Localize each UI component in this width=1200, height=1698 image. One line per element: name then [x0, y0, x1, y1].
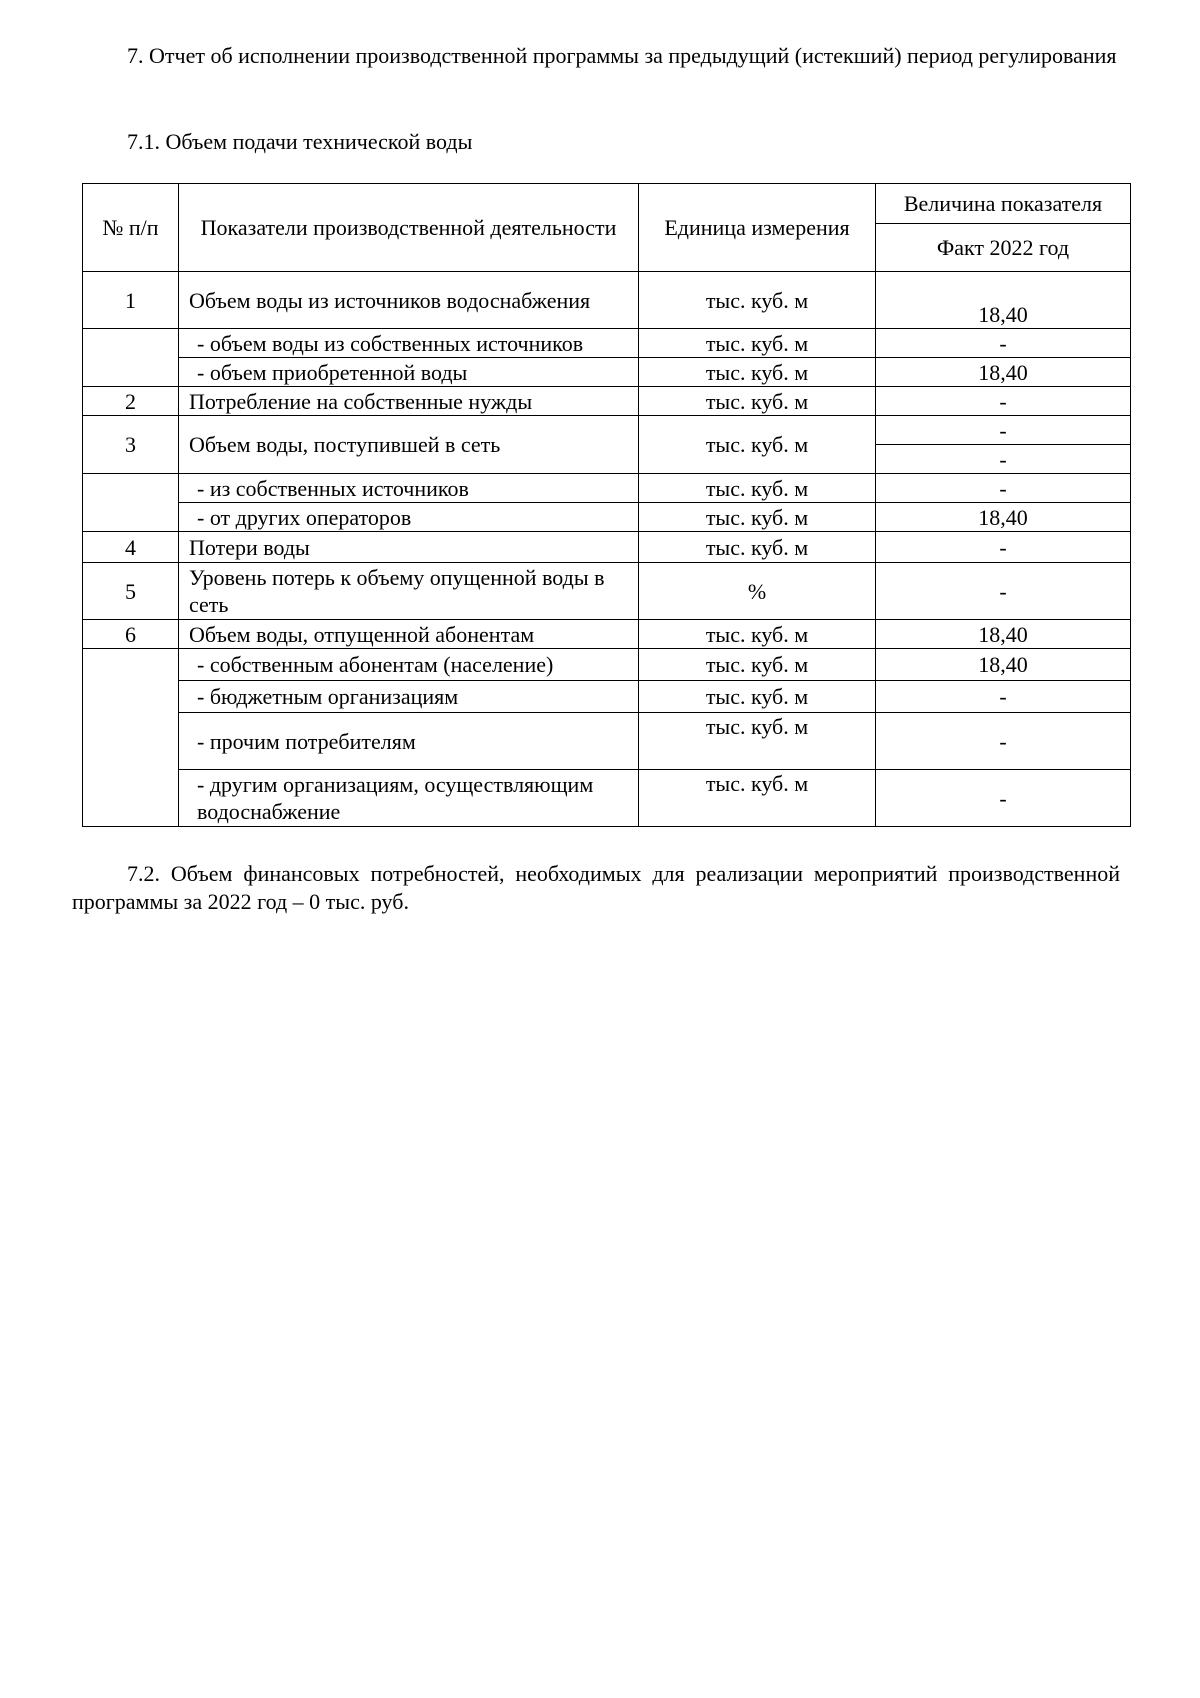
row-indicator: Объем воды из источников водоснабжения [179, 272, 639, 329]
table-row [83, 329, 1131, 358]
row-unit: тыс. куб. м [639, 416, 876, 474]
row-indicator: Потери воды [179, 532, 639, 563]
row-unit: тыс. куб. м [639, 770, 876, 827]
row-unit: тыс. куб. м [639, 474, 876, 503]
row-indicator: - собственным абонентам (население) [179, 649, 639, 681]
row-indicator: Уровень потерь к объему опущенной воды в сеть [179, 563, 639, 620]
row-value: - [876, 532, 1131, 563]
row-unit: тыс. куб. м [639, 358, 876, 387]
row-num [83, 329, 179, 387]
row-indicator: Потребление на собственные нужды [179, 387, 639, 416]
row-unit: тыс. куб. м [639, 387, 876, 416]
row-num: 3 [83, 416, 179, 474]
row-num: 5 [83, 563, 179, 620]
subsection-heading: 7.1. Объем подачи технической воды [127, 129, 473, 154]
row-num: 4 [83, 532, 179, 563]
table-row [83, 713, 1131, 770]
row-num [83, 649, 179, 827]
row-indicator: - объем воды из собственных источников [179, 329, 639, 358]
row-value: - [876, 416, 1131, 445]
row-value: - [876, 474, 1131, 503]
table-row [83, 770, 1131, 827]
table-header-row [83, 184, 1131, 224]
row-unit: тыс. куб. м [639, 713, 876, 770]
table-row [83, 563, 1131, 620]
table-row [83, 474, 1131, 503]
header-value-group: Величина показателя [876, 184, 1131, 224]
row-num [83, 474, 179, 532]
row-unit: тыс. куб. м [639, 329, 876, 358]
water-supply-table [82, 183, 1131, 827]
row-unit: тыс. куб. м [639, 620, 876, 649]
row-value: - [876, 713, 1131, 770]
row-unit: тыс. куб. м [639, 681, 876, 713]
row-value: - [876, 681, 1131, 713]
table-row [83, 649, 1131, 681]
row-unit: тыс. куб. м [639, 503, 876, 532]
row-value: 18,40 [876, 649, 1131, 681]
header-value-year: Факт 2022 год [876, 224, 1131, 272]
table-row [83, 620, 1131, 649]
row-indicator: - от других операторов [179, 503, 639, 532]
row-value: - [876, 563, 1131, 620]
row-indicator: Объем воды, поступившей в сеть [179, 416, 639, 474]
row-num: 1 [83, 272, 179, 329]
row-unit: % [639, 563, 876, 620]
row-unit: тыс. куб. м [639, 532, 876, 563]
row-indicator: - прочим потребителям [179, 713, 639, 770]
row-value: 18,40 [876, 503, 1131, 532]
row-indicator: - из собственных источников [179, 474, 639, 503]
table-row [83, 272, 1131, 329]
row-value: - [876, 329, 1131, 358]
row-unit: тыс. куб. м [639, 272, 876, 329]
row-value: 18,40 [876, 358, 1131, 387]
row-num: 2 [83, 387, 179, 416]
table-row [83, 358, 1131, 387]
table-row [83, 532, 1131, 563]
header-unit: Единица измерения [639, 184, 876, 272]
header-indicator: Показатели производственной деятельности [179, 184, 639, 272]
table-row [83, 503, 1131, 532]
table-row [83, 681, 1131, 713]
row-value: - [876, 770, 1131, 827]
row-indicator: Объем воды, отпущенной абонентам [179, 620, 639, 649]
row-num: 6 [83, 620, 179, 649]
financial-note: 7.2. Объем финансовых потребностей, необходимых для реализации мероприятий производственной программы за 2022 год – 0 тыс. руб. [72, 861, 1120, 914]
table-row [83, 387, 1131, 416]
row-indicator: - бюджетным организациям [179, 681, 639, 713]
section-heading: 7. Отчет об исполнении производственной программы за предыдущий (истекший) период регулирования [127, 43, 1117, 68]
row-value: 18,40 [876, 620, 1131, 649]
table-row [83, 416, 1131, 445]
header-num: № п/п [83, 184, 179, 272]
row-indicator: - объем приобретенной воды [179, 358, 639, 387]
row-value: - [876, 387, 1131, 416]
row-indicator: - другим организациям, осуществляющим водоснабжение [179, 770, 639, 827]
row-value-secondary: - [876, 445, 1131, 474]
row-value: 18,40 [876, 272, 1131, 329]
row-unit: тыс. куб. м [639, 649, 876, 681]
